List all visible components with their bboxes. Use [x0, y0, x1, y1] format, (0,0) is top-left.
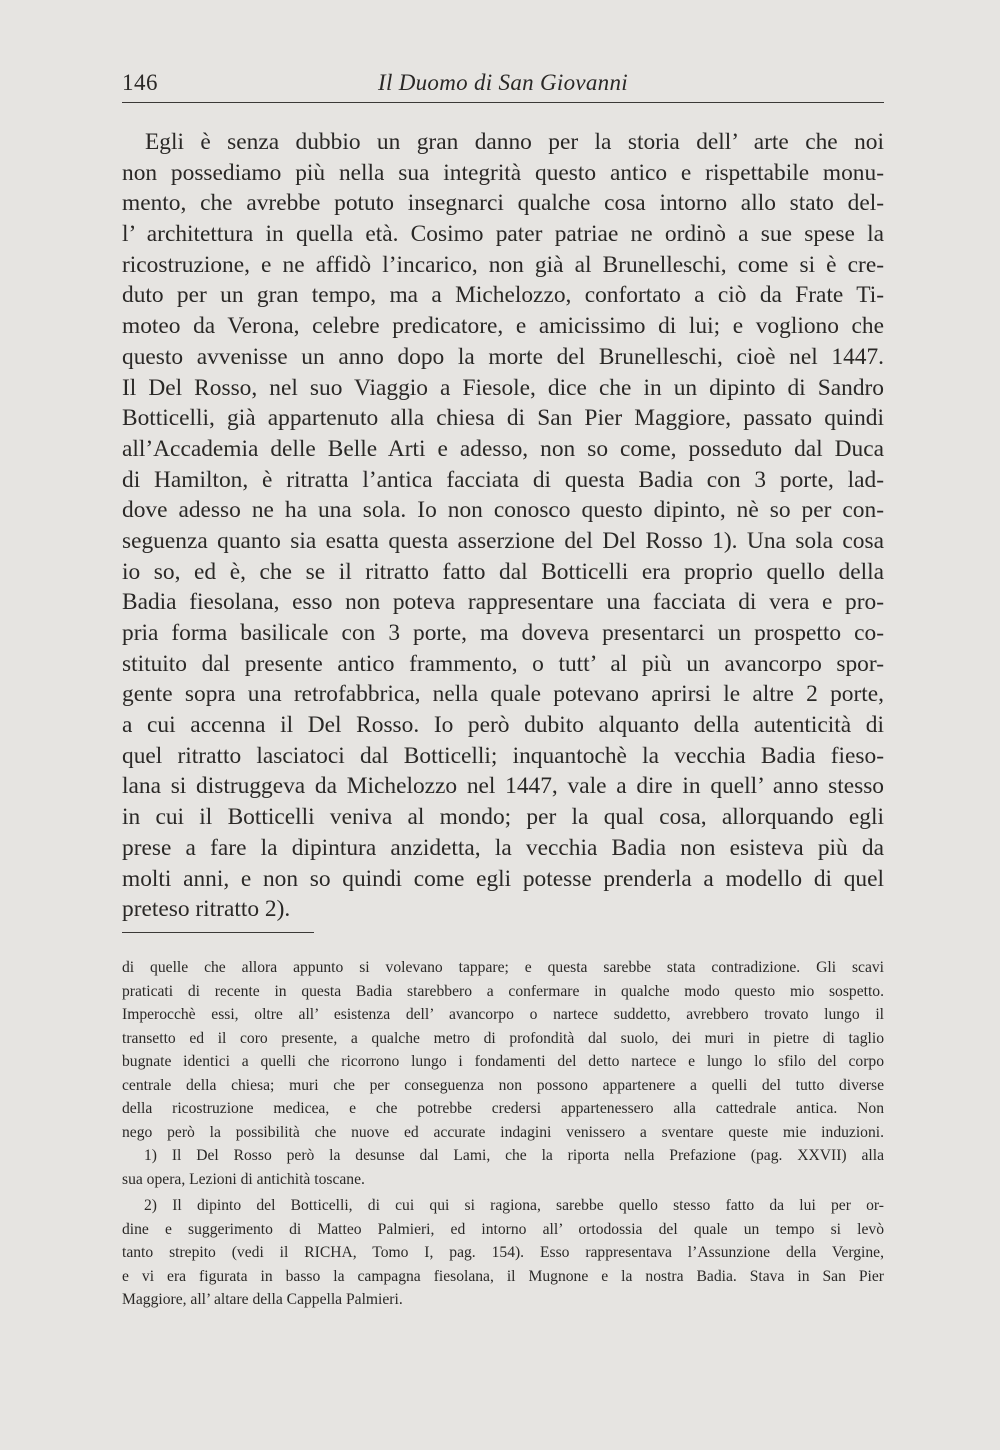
text-line: ricostruzione, e ne affidò l’incarico, non già al Brunelleschi, come si è cre-: [122, 251, 884, 278]
text-line: molti anni, e non so quindi come egli potesse prenderla a modello di quel: [122, 865, 884, 892]
footnote-line: Imperocchè essi, oltre all’ esistenza dell’ avancorpo o nartece suddetto, avrebbero trovato lungo il: [122, 1006, 884, 1023]
text-line: non possediamo più nella sua integrità questo antico e rispettabile monu-: [122, 159, 884, 186]
footnote-line: e vi era figurata in basso la campagna fiesolana, il Mugnone e la nostra Badia. Stava in San Pier: [122, 1267, 884, 1285]
text-line: di Hamilton, è ritratta l’antica facciata di questa Badia con 3 porte, lad-: [122, 466, 884, 493]
text-line: preteso ritratto 2).: [122, 896, 291, 923]
footnote-line: della ricostruzione medicea, e che potrebbe credersi appartenessero alla cattedrale antica. Non: [122, 1100, 884, 1117]
text-line: Badia fiesolana, esso non poteva rappresentare una facciata di vera e pro-: [122, 589, 884, 616]
footnote-2: 2) Il dipinto del Botticelli, di cui qui si ragiona, sarebbe quello stesso fatto da lui per or-: [144, 1197, 884, 1214]
text-line: gente sopra una retrofabbrica, nella quale potevano aprirsi le altre 2 porte,: [122, 681, 884, 708]
text-line: seguenza quanto sia esatta questa asserzione del Del Rosso 1). Una sola cosa: [122, 527, 884, 554]
text-line: duto per un gran tempo, ma a Michelozzo, confortato a ciò da Frate Ti-: [122, 282, 884, 309]
footnote-line: tanto strepito (vedi il RICHA, Tomo I, pag. 154). Esso rappresentava l’Assunzione della Vergine,: [122, 1244, 884, 1261]
footnote-line: bugnate identici a quelli che ricorrono lungo i fondamenti del detto nartece e lungo lo sfilo del corpo: [122, 1053, 884, 1070]
header-rule: [122, 102, 884, 103]
footnote-line: dine e suggerimento di Matteo Palmieri, ed intorno all’ ortodossia del quale un tempo si levò: [122, 1220, 884, 1238]
footnote-line: praticati di recente in questa Badia starebbero a confermare in qualche modo questo mio sospetto.: [122, 982, 884, 1000]
text-line: Il Del Rosso, nel suo Viaggio a Fiesole, dice che in un dipinto di Sandro: [122, 374, 884, 401]
footnote-line: nego però la possibilità che nuove ed accurate indagini venissero a sventare queste mie induzioni.: [122, 1123, 884, 1141]
footnote-line: transetto ed il coro presente, a qualche metro di profondità dal suolo, dei muri in pietre di taglio: [122, 1029, 884, 1047]
footnote-line: Maggiore, all’ altare della Cappella Palmieri.: [122, 1291, 403, 1308]
text-line: stituito dal presente antico frammento, o tutt’ al più un avancorpo spor-: [122, 650, 884, 677]
text-line: a cui accenna il Del Rosso. Io però dubito alquanto della autenticità di: [122, 712, 884, 739]
footnotes-block: [122, 956, 884, 1312]
text-line: all’Accademia delle Belle Arti e adesso, non so come, posseduto dal Duca: [122, 435, 884, 462]
text-line: in cui il Botticelli veniva al mondo; per la qual cosa, allorquando egli: [122, 804, 884, 831]
text-line: dove adesso ne ha una sola. Io non conosco questo dipinto, nè so per con-: [122, 497, 884, 524]
text-line: moteo da Verona, celebre predicatore, e amicissimo di lui; e vogliono che: [122, 313, 884, 340]
text-line: Egli è senza dubbio un gran danno per la storia dell’ arte che noi: [145, 129, 884, 155]
footnote-1: 1) Il Del Rosso però la desunse dal Lami, che la riporta nella Prefazione (pag. XXVII) alla: [144, 1147, 884, 1164]
text-line: pria forma basilicale con 3 porte, ma doveva presentarci un prospetto co-: [122, 620, 884, 646]
text-line: io so, ed è, che se il ritratto fatto dal Botticelli era proprio quello della: [122, 558, 884, 585]
text-line: prese a fare la dipintura anzidetta, la vecchia Badia non esisteva più da: [122, 834, 884, 861]
page-number: 146: [122, 70, 158, 95]
text-line: questo avvenisse un anno dopo la morte del Brunelleschi, cioè nel 1447.: [122, 343, 884, 370]
text-line: lana si distruggeva da Michelozzo nel 1447, vale a dire in quell’ anno stesso: [122, 773, 884, 800]
text-line: quel ritratto lasciatoci dal Botticelli; inquantochè la vecchia Badia fieso-: [122, 742, 884, 769]
footnote-separator: [122, 932, 314, 933]
running-title: Il Duomo di San Giovanni: [378, 70, 628, 95]
text-line: Botticelli, già appartenuto alla chiesa di San Pier Maggiore, passato quindi: [122, 405, 884, 432]
footnote-line: di quelle che allora appunto si volevano tappare; e questa sarebbe stata contradizione. Gli scavi: [122, 959, 884, 976]
footnote-line: sua opera, Lezioni di antichità toscane.: [122, 1170, 365, 1188]
text-line: l’ architettura in quella età. Cosimo pater patriae ne ordinò a sue spese la: [122, 221, 884, 248]
text-line: mento, che avrebbe potuto insegnarci qualche cosa intorno allo stato del-: [122, 190, 884, 217]
page-header: [122, 66, 884, 106]
main-text-block: [122, 127, 884, 925]
footnote-line: centrale della chiesa; muri che per conseguenza non possono appartenere a quelli del tutto diverse: [122, 1076, 884, 1094]
